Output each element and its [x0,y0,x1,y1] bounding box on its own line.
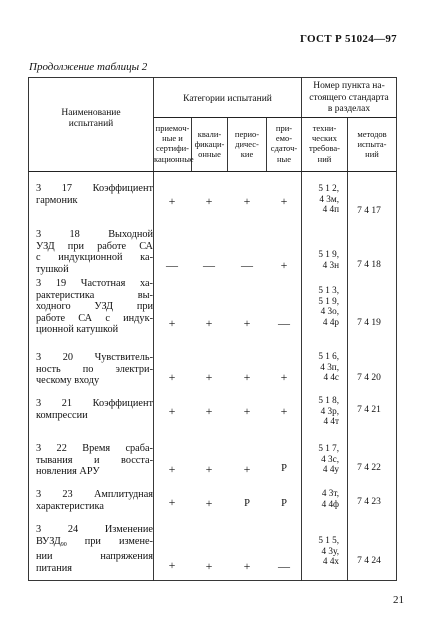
clause-line: 5 1 9, [318,295,339,306]
mark-acceptance: + [168,558,176,572]
mark-periodic: — [241,258,253,272]
mark-periodic: + [243,462,251,476]
header-line: техни- [312,123,337,133]
mark-qualification: — [203,258,215,272]
header-line: ные [276,153,292,164]
header-test-name [30,108,152,130]
mark-periodic: + [243,404,251,418]
header-test-name-line: испытаний [68,119,114,129]
test-name-line [36,536,153,552]
header-line: емо- [275,133,293,144]
clause-ref [301,395,339,427]
clause-ref [301,351,339,383]
test-method-ref: 7 4 23 [357,497,381,507]
header-line: методов [357,129,387,139]
clause-ref [301,488,339,509]
test-name-line: 3 19 Частотная ха- [36,278,153,289]
mark-periodic: + [243,559,251,573]
header-line: ческих [312,133,337,144]
page-number: 21 [393,594,404,606]
test-name-line: УЗД при работе СА [36,240,153,252]
test-name-line: 3 22 Время сраба- [36,443,153,454]
clause-line: 5 1 8, [318,395,339,405]
clause-line: 4 3с, [321,453,339,464]
test-name-line: ческому входу [36,375,100,386]
mark-delivery: — [278,316,290,330]
header-line: при- [275,123,293,133]
test-name-line: тушкой [36,263,69,275]
header-line: перио- [234,129,260,139]
test-method-ref: 7 4 24 [357,556,381,566]
mark-qualification: + [205,316,213,330]
mark-delivery: — [278,559,290,573]
header-line: испыта- [357,139,387,150]
clause-line: 5 1 9, [318,249,339,259]
clause-ref [301,249,339,270]
clause-line: 4 3о, [320,306,339,316]
header-clause-line: стоящего стандарта [309,92,389,103]
mark-delivery: + [280,194,288,208]
clause-ref [301,443,339,475]
mark-acceptance: + [168,370,176,384]
mark-qualification: + [205,370,213,384]
header-line: сдаточ- [270,143,298,154]
clause-line: 4 4т [323,416,339,426]
test-name-line: ходного УЗД при [36,301,153,312]
header-category-delivery [267,123,301,164]
test-name-3-20 [36,352,153,387]
mark-periodic: + [243,194,251,208]
header-line: кие [240,149,254,160]
mark-acceptance: + [168,462,176,476]
mark-qualification: + [205,462,213,476]
test-name-line: 3 21 Коэффициент [36,398,153,409]
test-name-3-17 [36,183,153,206]
mark-delivery: + [280,404,288,418]
mark-delivery: + [280,370,288,384]
clause-line: 4 4с [323,372,339,382]
mark-delivery: Р [281,498,287,509]
test-name-line: компрессии [36,409,88,421]
test-name-line: 3 24 Изменение [36,524,153,535]
header-tech-requirements [302,123,347,164]
clause-line: 4 4ф [321,498,339,509]
clause-line: 5 1 2, [318,183,339,193]
mark-periodic: Р [244,498,250,509]
header-test-name-line: Наименование [61,108,121,118]
test-name-line: 3 18 Выходной [36,229,153,240]
clause-line: 4 4р [322,316,339,327]
clause-ref [301,183,339,215]
test-name-line: 3 20 Чувствитель- [36,352,153,363]
header-line: ний [317,153,332,164]
quantity-symbol: ВУЗД [36,535,61,547]
clause-line: 5 1 3, [318,285,339,295]
clause-line: 5 1 6, [318,351,339,361]
test-name-line: 3 23 Амплитудная [36,489,153,500]
document-code: ГОСТ Р 51024—97 [300,33,397,45]
clause-line: 5 1 5, [318,535,339,545]
mark-acceptance: + [168,404,176,418]
header-line: ний [365,149,379,160]
test-name-3-23 [36,489,153,512]
test-name-fragment: при измене- [66,535,153,547]
test-method-ref: 7 4 22 [357,463,381,473]
test-name-line: ность по электри- [36,363,153,375]
header-line: ные и [162,133,183,144]
header-test-categories: Категории испытаний [183,94,272,104]
mark-qualification: + [205,496,213,510]
header-line: квали- [197,129,222,139]
header-clause-number [302,81,396,116]
mark-acceptance: + [168,495,176,509]
test-name-3-19 [36,278,153,336]
mark-periodic: + [243,370,251,384]
mark-periodic: + [243,316,251,330]
header-category-periodic [228,129,266,160]
header-line: требова- [309,143,340,154]
header-clause-line: Номер пункта на- [313,81,385,91]
clause-line: 4 3т, [321,488,339,498]
test-name-line: ционной катушкой [36,324,119,335]
header-clause-line: в разделах [327,104,371,114]
test-name-line: рактеристика вы- [36,289,153,301]
test-name-line: тывания и восста- [36,454,153,466]
test-name-line: с индукционной ка- [36,252,153,263]
test-method-ref: 7 4 21 [357,405,381,415]
clause-line: 4 3р, [320,405,339,416]
test-name-line: 3 17 Коэффициент [36,183,153,194]
test-name-line: новления АРУ [36,466,100,477]
test-name-line: работе СА с индук- [36,312,153,324]
header-line: онные [198,149,221,160]
test-method-ref: 7 4 17 [357,206,381,216]
mark-qualification: + [205,194,213,208]
mark-qualification: + [205,559,213,573]
header-category-acceptance [154,123,194,164]
clause-ref [301,285,339,327]
mark-qualification: + [205,404,213,418]
header-line: приемоч- [155,123,190,133]
mark-acceptance: + [168,316,176,330]
mark-delivery: Р [281,463,287,474]
test-name-line: гармоник [36,194,78,206]
quantity-subscript: 90 [60,541,67,548]
mark-acceptance: + [168,194,176,208]
clause-line: 4 4п [322,204,339,214]
header-line: кационные [154,153,194,164]
test-name-3-18 [36,229,153,275]
mark-acceptance: — [166,258,178,272]
test-method-ref: 7 4 18 [357,260,381,270]
test-name-line: питания [36,562,72,574]
clause-line: 4 3м, [319,193,339,204]
mark-delivery: + [280,258,288,272]
header-category-qualification [192,129,227,160]
clause-line: 4 3н [322,259,339,270]
header-test-methods [348,129,396,160]
clause-line: 5 1 7, [318,443,339,453]
test-name-line: нии напряжения [36,551,153,562]
header-line: дичес- [235,139,259,150]
clause-line: 4 3у, [321,545,339,556]
clause-line: 4 4х [322,556,339,566]
test-name-3-24 [36,524,153,574]
header-line: фикаци- [194,139,225,150]
header-line: сертифи- [156,143,189,154]
test-method-ref: 7 4 20 [357,373,381,383]
clause-line: 4 3п, [320,361,339,372]
test-method-ref: 7 4 19 [357,318,381,328]
test-name-3-21 [36,398,153,421]
clause-line: 4 4у [322,464,339,474]
test-name-3-22 [36,443,153,478]
clause-ref [301,535,339,567]
test-name-line: характеристика [36,500,104,512]
table-continuation-caption: Продолжение таблицы 2 [29,61,148,73]
